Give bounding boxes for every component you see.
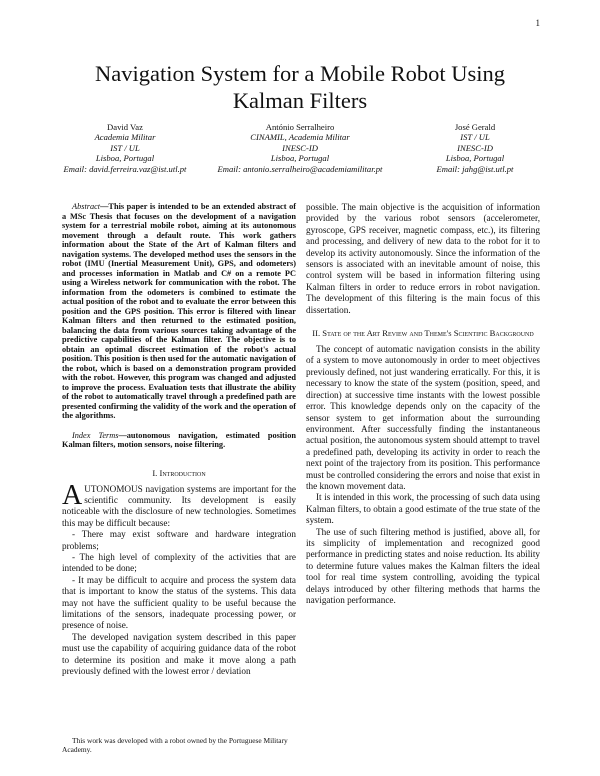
paragraph: possible. The main objective is the acquisition of information provided by the various robot sensors (accelerometer, gyroscope, GPS receiver, magnetic compass, etc.), its filtering and processing, and delivery of new data to the robot for it to develop its activity autonomously. Since the information of the sensors is associated with an inevitable amount of noise, this control system will be based in information filtering using Kalman filters in order to reduce errors in robot navigation. The development of this filtering is the main focus of this dissertation. [306,202,540,315]
paragraph: The developed navigation system described in this paper must use the capability of acquiring guidance data of the robot to determine its position and make it move along a path previously defined with the lowest error / deviation [62,631,296,676]
author-location: Lisboa, Portugal [270,153,330,164]
section-heading-state-of-the-art: II. State of the Art Review and Theme's Scientific Background [312,328,534,339]
author-dept: IST / UL [110,142,140,153]
abstract-label: Abstract [72,202,101,211]
introduction-body [62,479,296,678]
author-affiliation: IST / UL [460,132,490,143]
paragraph: - There may exist software and hardware integration problems; [62,529,296,551]
index-terms-label: Index Terms [72,430,119,440]
right-column [306,202,540,606]
author-dept: INESC-ID [282,142,318,153]
author-name: David Vaz [107,122,143,132]
abstract-text: —This paper is intended to be an extended abstract of a MSc Thesis that focuses on the development of a navigation system for a terrestrial mobile robot, aiming at its autonomous movement through a default route. This work gathers information about the State of the Art of Kalman filters and navigation systems. The developed method uses the sensors in the robot (IMU (Inertial Measurement Unit), GPS, and odometers) and processes information in Matlab and C# on a remote PC using a Wireless network for communication with the robot. The information from the odometers is combined to estimate the actual position of the robot and to evaluate the error between this position and the GPS position. This error is filtered with linear Kalman filters and then returned to the estimated position, balancing the data from various sources taking advantage of the predictive capabilities of the Kalman filter. The objective is to obtain an optimal discreet estimation of the robot's actual position. This position is then used for the automatic navigation of the robot, which is based on a demonstration program provided with the robot. However, this program was changed and adjusted to improve the process. Evaluation tests that illustrate the ability of the robot to automatically travel through a predefined path are presented confirming the validity of the work and the operation of the algorithms. [62,202,296,420]
author-3 [400,122,550,174]
left-column [62,202,296,677]
paragraph: The use of such filtering method is justified, above all, for its simplicity of implementation and recognized good performance in predicting states and noise reduction. Its ability to determine future values makes the Kalman filters the ideal tool for real time system controlling, avoiding the typical delays introduced by other filtering methods that harms the navigation performance. [306,526,540,605]
paragraph: - The high level of complexity of the activities that are intended to be done; [62,551,296,574]
section-heading-introduction: I. Introduction [152,467,206,478]
author-affiliation: Academia Militar [94,132,156,143]
author-2 [205,122,395,174]
author-email: Email: jahg@ist.utl.pt [436,163,514,174]
paragraph: It is intended in this work, the processing of such data using Kalman filters, to obtain a good estimate of the true state of the system. [306,492,540,526]
author-name: José Gerald [454,122,496,132]
page-number: 1 [535,18,540,28]
paragraph: AUTONOMOUS navigation systems are important for the scientific community. Its development is easily noticeable with the disclosure of new technologies. Sometimes this may be difficult because: [62,479,296,528]
drop-cap: A [62,479,83,511]
author-block [50,122,550,174]
index-terms-text: —autonomous navigation, estimated position Kalman filters, motion sensors, noise filtering. [62,430,296,449]
author-email: Email: antonio.serralheiro@academiamilitar.pt [217,163,383,174]
author-location: Lisboa, Portugal [445,153,505,164]
author-affiliation: CINAMIL, Academia Militar [250,132,350,143]
paper-title: Navigation System for a Mobile Robot Using Kalman Filters [95,61,505,113]
paragraph: The concept of automatic navigation consists in the ability of a system to move autonomously in order to meet objectives previously defined, not just wandering erratically. For this, it is necessary to know the state of the system (position, speed, and direction) at successive time instants with the lowest possible error. This knowledge depends only on the capacity of the sensor system to get information about the surrounding environment. After successfully finding the instantaneous actual position, the autonomous system should attempt to travel a predefined path, developing its activity in order to reach the next point of the trajectory from its position. This performance must be controlled considering the errors and noise that exist in the known movement data. [306,344,540,491]
author-1 [50,122,200,174]
footnote: This work was developed with a robot owned by the Portuguese Military Academy. [62,736,288,754]
index-terms [62,431,296,450]
paragraph: - It may be difficult to acquire and process the system data that is important to know the status of the systems. This data may not have the sufficient quality to be useful because the limitations of the sensors, inadequate processing power, or presence of noise. [62,574,296,631]
author-location: Lisboa, Portugal [95,153,155,164]
author-name: António Serralheiro [265,122,335,132]
abstract [62,202,296,421]
author-email: Email: david.ferreira.vaz@ist.utl.pt [63,163,187,174]
author-dept: INESC-ID [457,142,493,153]
